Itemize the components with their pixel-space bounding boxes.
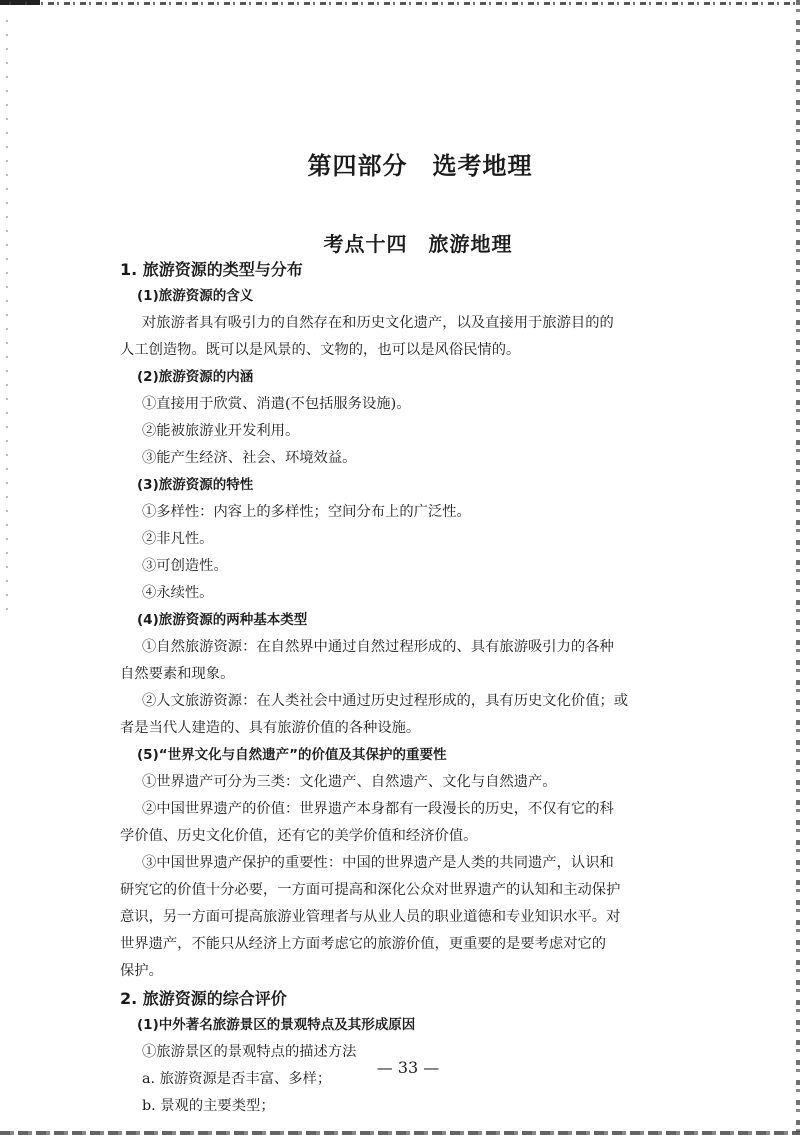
scan-edge-top bbox=[0, 2, 800, 5]
subsection-heading: (3)旅游资源的特性 bbox=[137, 477, 254, 493]
paragraph-line: ②非凡性。 bbox=[142, 531, 214, 547]
point-title: 考点十四 旅游地理 bbox=[323, 232, 513, 256]
paragraph-line: b. 景观的主要类型； bbox=[142, 1098, 275, 1114]
scan-edge-bottom bbox=[0, 1131, 800, 1135]
paragraph-line: ③中国世界遗产保护的重要性：中国的世界遗产是人类的共同遗产，认识和 bbox=[142, 855, 614, 871]
page-number: — 33 — bbox=[376, 1058, 440, 1077]
scan-edge-left bbox=[6, 20, 8, 620]
subsection-heading: (2)旅游资源的内涵 bbox=[137, 369, 254, 385]
paragraph-line: ②能被旅游业开发利用。 bbox=[142, 423, 300, 439]
part-title: 第四部分 选考地理 bbox=[307, 152, 533, 180]
subsection-heading: (1)旅游资源的含义 bbox=[137, 288, 254, 304]
paragraph-line: ①自然旅游资源：在自然界中通过自然过程形成的、具有旅游吸引力的各种 bbox=[142, 639, 614, 655]
paragraph-line: ①多样性：内容上的多样性；空间分布上的广泛性。 bbox=[142, 504, 471, 520]
paragraph-line: 者是当代人建造的、具有旅游价值的各种设施。 bbox=[120, 720, 421, 736]
paragraph-line: 研究它的价值十分必要，一方面可提高和深化公众对世界遗产的认知和主动保护 bbox=[120, 882, 621, 898]
subsection-heading: (1)中外著名旅游景区的景观特点及其形成原因 bbox=[137, 1017, 416, 1033]
paragraph-line: 保护。 bbox=[120, 963, 163, 979]
paragraph-line: 意识，另一方面可提高旅游业管理者与从业人员的职业道德和专业知识水平。对 bbox=[120, 909, 621, 925]
paragraph-line: 对旅游者具有吸引力的自然存在和历史文化遗产，以及直接用于旅游目的的 bbox=[142, 315, 614, 331]
paragraph-line: ②人文旅游资源：在人类社会中通过历史过程形成的，具有历史文化价值；或 bbox=[142, 693, 629, 709]
paragraph-line: ③能产生经济、社会、环境效益。 bbox=[142, 450, 357, 466]
section-heading: 2. 旅游资源的综合评价 bbox=[120, 989, 287, 1008]
paragraph-line: ①世界遗产可分为三类：文化遗产、自然遗产、文化与自然遗产。 bbox=[142, 774, 557, 790]
paragraph-line: ①旅游景区的景观特点的描述方法 bbox=[142, 1044, 357, 1060]
subsection-heading: (5)“世界文化与自然遗产”的价值及其保护的重要性 bbox=[137, 747, 447, 763]
section-heading: 1. 旅游资源的类型与分布 bbox=[120, 260, 303, 279]
paragraph-line: a. 旅游资源是否丰富、多样； bbox=[142, 1071, 332, 1087]
paragraph-line: ②中国世界遗产的价值：世界遗产本身都有一段漫长的历史，不仅有它的科 bbox=[142, 801, 614, 817]
paragraph-line: ①直接用于欣赏、消遣(不包括服务设施)。 bbox=[142, 396, 411, 412]
paragraph-line: 自然要素和现象。 bbox=[120, 666, 235, 682]
paragraph-line: 学价值、历史文化价值，还有它的美学价值和经济价值。 bbox=[120, 828, 478, 844]
paragraph-line: 世界遗产，不能只从经济上方面考虑它的旅游价值，更重要的是要考虑对它的 bbox=[120, 936, 607, 952]
subsection-heading: (4)旅游资源的两种基本类型 bbox=[137, 612, 308, 628]
paragraph-line: ③可创造性。 bbox=[142, 558, 228, 574]
paragraph-line: ④永续性。 bbox=[142, 585, 214, 601]
body-text bbox=[120, 256, 704, 1120]
paragraph-line: 人工创造物。既可以是风景的、文物的，也可以是风俗民情的。 bbox=[120, 342, 521, 358]
